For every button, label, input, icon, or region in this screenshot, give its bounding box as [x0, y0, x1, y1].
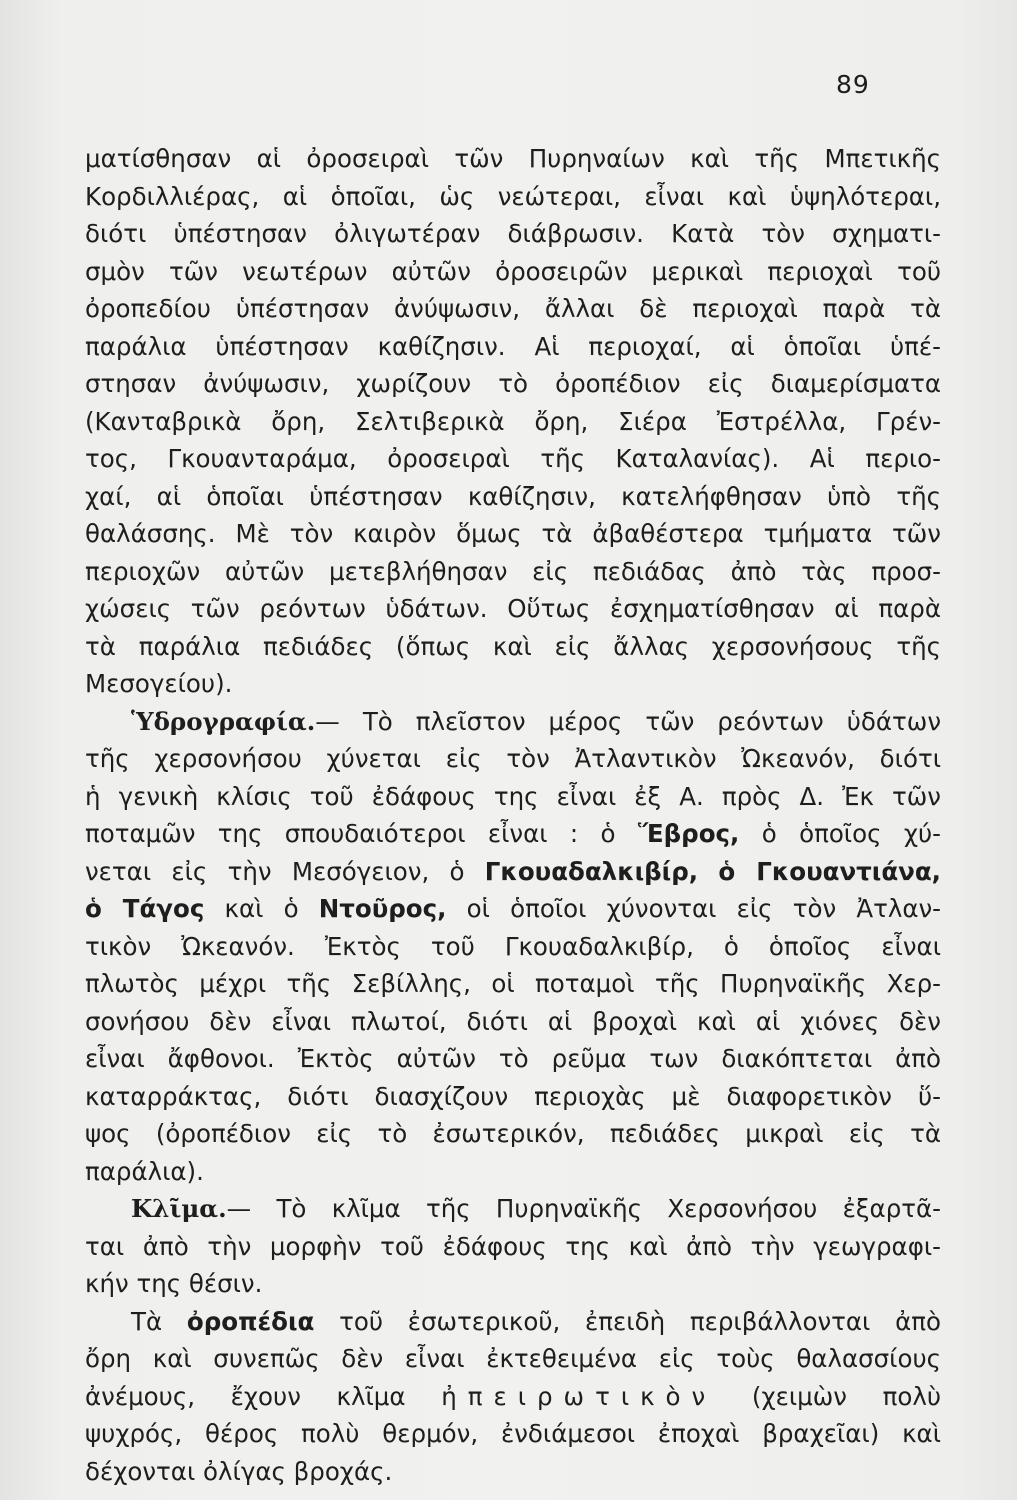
text-line: ματίσθησαν αἱ ὀροσειραὶ τῶν Πυρηναίων καὶ τῆς Μπετικῆς [85, 144, 941, 173]
text-run: οἱ ὁποῖοι χύνονται εἰς τὸν Ἀτλαν- [446, 894, 942, 923]
text-line: τος, Γκουανταράμα, ὀροσειραὶ τῆς Καταλανίας). Αἱ περιο- [85, 444, 941, 473]
text-run: ποταμῶν της σπουδαιότεροι εἶναι : ὁ [85, 819, 638, 848]
text-line: διότι ὑπέστησαν ὀλιγωτέραν διάβρωσιν. Κατὰ τὸν σχηματι- [85, 219, 941, 248]
text-run: — Τὸ πλεῖστον μέρος τῶν ρεόντων ὑδάτων [315, 706, 941, 736]
text-line: Κορδιλλιέρας, αἱ ὁποῖαι, ὡς νεώτεραι, εἶναι καὶ ὑψηλότεραι, [85, 181, 941, 211]
plateau-line: δέχονται ὀλίγας βροχάς. [85, 1456, 393, 1486]
text-run: καὶ ὁ [204, 894, 319, 923]
hydrography-line: σονήσου δὲν εἶναι πλωτοί, διότι αἱ βροχαὶ καὶ αἱ χιόνες δὲν [85, 1006, 941, 1036]
plateau-line: ὄρη καὶ συνεπῶς δὲν εἶναι ἐκτεθειμένα εἰς τοὺς θαλασσίους [85, 1344, 941, 1373]
page-number: 89 [836, 70, 870, 99]
text-line: χαί, αἱ ὁποῖαι ὑπέστησαν καθίζησιν, κατελήφθησαν ὑπὸ τῆς [85, 481, 941, 511]
hydrography-line: ψος (ὀροπέδιον εἰς τὸ ἐσωτερικόν, πεδιάδες μικραὶ εἰς τὰ [85, 1119, 941, 1148]
river-guadiana: ὁ Γκουαντιάνα, [718, 856, 941, 886]
text-line: Μεσογείου). [85, 669, 233, 698]
text-run: (χειμὼν πολὺ [716, 1381, 941, 1411]
plateau-line [85, 1378, 941, 1416]
hydrography-line: ἡ γενικὴ κλίσις τοῦ ἐδάφους της εἶναι ἐξ Α. πρὸς Δ. Ἐκ τῶν [85, 781, 941, 811]
plateau-line: ψυχρός, θέρος πολὺ θερμόν, ἐνδιάμεσοι ἐποχαὶ βραχεῖαι) καὶ [85, 1419, 941, 1448]
hydrography-line: τῆς χερσονήσου χύνεται εἰς τὸν Ἀτλαντικὸν Ὠκεανόν, διότι [85, 744, 941, 773]
text-run: Τὰ [131, 1306, 187, 1336]
text-line: ὀροπεδίου ὑπέστησαν ἀνύψωσιν, ἄλλαι δὲ περιοχαὶ παρὰ τὰ [85, 294, 941, 323]
plateau-term: ὀροπέδια [186, 1306, 315, 1336]
hydrography-line [85, 703, 941, 741]
text-run: τοῦ ἐσωτερικοῦ, ἐπειδὴ περιβάλλονται ἀπὸ [314, 1306, 941, 1336]
text-line: σμὸν τῶν νεωτέρων αὐτῶν ὀροσειρῶν μερικαὶ περιοχαὶ τοῦ [85, 256, 941, 286]
text-line: χώσεις τῶν ρεόντων ὑδάτων. Οὕτως ἐσχηματίσθησαν αἱ παρὰ [85, 594, 941, 623]
climate-line [85, 1190, 941, 1228]
hydrography-line [85, 890, 941, 928]
body-text [85, 140, 941, 1490]
text-line: παράλια ὑπέστησαν καθίζησιν. Αἱ περιοχαί, αἱ ὁποῖαι ὑπέ- [85, 331, 941, 361]
hydrography-line: καταρράκτας, διότι διασχίζουν περιοχὰς μὲ διαφορετικὸν ὕ- [85, 1081, 941, 1111]
climate-heading: Κλῖμα. [131, 1194, 227, 1223]
text-run [698, 857, 718, 886]
text-line: (Κανταβρικὰ ὄρη, Σελτιβερικὰ ὄρη, Σιέρα Ἐστρέλλα, Γρέν- [85, 406, 941, 436]
hydrography-line: παράλια). [85, 1156, 204, 1186]
text-run: νεται εἰς τὴν Μεσόγειον, ὁ [85, 856, 485, 886]
river-tagus: ὁ Τάγος [85, 894, 205, 923]
text-run: — Τὸ κλῖμα τῆς Πυρηναϊκῆς Χερσονήσου ἐξαρτᾶ- [226, 1194, 941, 1223]
hydrography-heading: Ὑδρογραφία. [131, 706, 316, 736]
river-douro: Ντοῦρος, [318, 894, 447, 923]
climate-line: ται ἀπὸ τὴν μορφὴν τοῦ ἐδάφους της καὶ ἀπὸ τὴν γεωγραφι- [85, 1231, 941, 1261]
hydrography-line [85, 853, 941, 891]
text-run: ἀνέμους, ἔχουν κλῖμα [85, 1381, 442, 1411]
text-line: θαλάσσης. Μὲ τὸν καιρὸν ὅμως τὰ ἀβαθέστερα τμήματα τῶν [85, 519, 941, 548]
text-run: ὁ ὁποῖος χύ- [739, 819, 941, 848]
hydrography-line: πλωτὸς μέχρι τῆς Σεβίλλης, οἱ ποταμοὶ τῆς Πυρηναϊκῆς Χερ- [85, 969, 941, 998]
continental-term: ἠπειρωτικὸν [441, 1381, 717, 1411]
text-line: στησαν ἀνύψωσιν, χωρίζουν τὸ ὀροπέδιον εἰς διαμερίσματα [85, 369, 941, 398]
hydrography-line [85, 815, 941, 853]
hydrography-line: εἶναι ἄφθονοι. Ἐκτὸς αὐτῶν τὸ ρεῦμα των διακόπτεται ἀπὸ [85, 1044, 941, 1073]
plateau-line [85, 1303, 941, 1341]
climate-line: κήν της θέσιν. [85, 1269, 263, 1298]
hydrography-line: τικὸν Ὠκεανόν. Ἐκτὸς τοῦ Γκουαδαλκιβίρ, ὁ ὁποῖος εἶναι [85, 931, 941, 961]
text-line: περιοχῶν αὐτῶν μετεβλήθησαν εἰς πεδιάδας ἀπὸ τὰς προσ- [85, 556, 941, 586]
text-line: τὰ παράλια πεδιάδες (ὅπως καὶ εἰς ἄλλας χερσονήσους τῆς [85, 631, 941, 661]
river-evros: Ἕβρος, [637, 819, 740, 848]
river-guadalquivir: Γκουαδαλκιβίρ, [484, 856, 699, 886]
